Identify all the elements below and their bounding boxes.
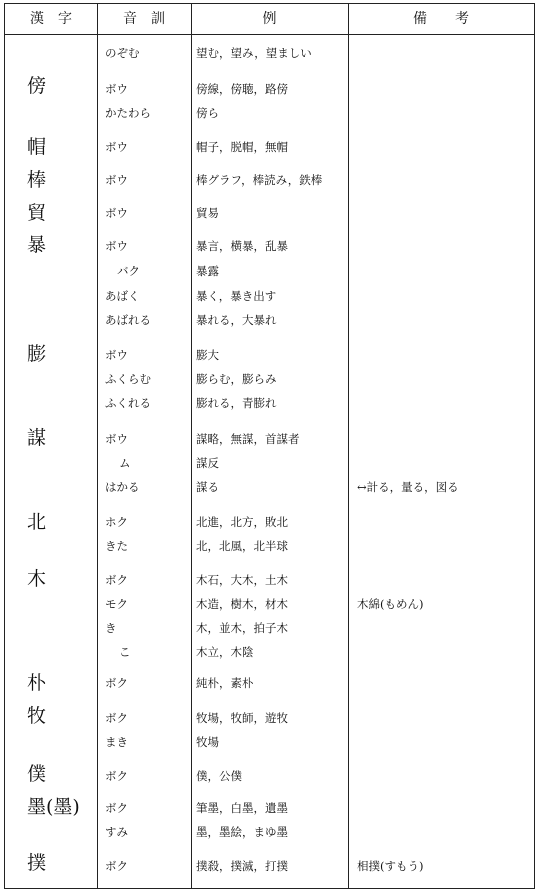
example-cell: 撲殺，撲滅，打撲 (196, 859, 288, 873)
kanji-cell: 傍 (27, 75, 47, 97)
reading-cell: かたわら (105, 106, 151, 120)
reading-cell: モク (105, 597, 128, 611)
reading-cell: はかる (105, 480, 140, 494)
note-cell: ↔計る，量る，図る (357, 480, 459, 494)
header-reading: 音 訓 (123, 11, 165, 27)
example-cell: 傍線，傍聴，路傍 (196, 82, 288, 96)
reading-cell: ホク (105, 515, 128, 529)
example-cell: 膨大 (196, 348, 219, 362)
reading-cell: ボウ (105, 348, 128, 362)
reading-cell: あばく (105, 289, 140, 303)
note-cell: 相撲(すもう) (357, 859, 424, 873)
example-cell: 僕，公僕 (196, 769, 242, 783)
kanji-cell: 貿 (27, 202, 47, 224)
example-cell: 墨，墨絵，まゆ墨 (196, 825, 288, 839)
header-divider (5, 34, 534, 35)
reading-cell: ボク (105, 859, 128, 873)
example-cell: 筆墨，白墨，遺墨 (196, 801, 288, 815)
reading-cell: バク (117, 264, 140, 278)
reading-cell: ふくれる (105, 396, 151, 410)
example-cell: 木立，木陰 (196, 645, 254, 659)
kanji-cell: 棒 (27, 169, 47, 191)
kanji-cell: 暴 (27, 234, 47, 256)
reading-cell: こ (119, 645, 131, 659)
reading-cell: ボク (105, 769, 128, 783)
column-divider (97, 4, 98, 888)
note-cell: 木綿(もめん) (357, 597, 424, 611)
example-cell: 純朴，素朴 (196, 676, 254, 690)
example-cell: 北，北風，北半球 (196, 539, 288, 553)
kanji-cell: 撲 (27, 852, 47, 874)
example-cell: 暴露 (196, 264, 219, 278)
kanji-cell: 牧 (27, 705, 47, 727)
example-cell: 帽子，脱帽，無帽 (196, 140, 288, 154)
kanji-cell: 僕 (27, 763, 47, 785)
header-kanji: 漢 字 (30, 11, 72, 27)
example-cell: 傍ら (196, 106, 219, 120)
header-note: 備 考 (413, 11, 469, 27)
reading-cell: ボウ (105, 239, 128, 253)
kanji-cell: 朴 (27, 672, 47, 694)
reading-cell: のぞむ (105, 46, 140, 60)
reading-cell: ボク (105, 711, 128, 725)
header-example: 例 (262, 11, 277, 27)
kanji-cell: 帽 (27, 136, 47, 158)
example-cell: 謀反 (196, 456, 219, 470)
kanji-reading-table (4, 3, 535, 889)
kanji-cell: 北 (27, 511, 47, 533)
example-cell: 膨れる，青膨れ (196, 396, 277, 410)
kanji-cell: 謀 (27, 427, 47, 449)
example-cell: 望む，望み，望ましい (196, 46, 312, 60)
reading-cell: ふくらむ (105, 372, 151, 386)
example-cell: 謀略，無謀，首謀者 (196, 432, 300, 446)
reading-cell: まき (105, 735, 128, 749)
example-cell: 暴れる，大暴れ (196, 313, 277, 327)
kanji-cell: 墨(墨) (27, 796, 80, 818)
reading-cell: ボウ (105, 140, 128, 154)
reading-cell: ボウ (105, 432, 128, 446)
example-cell: 木石，大木，土木 (196, 573, 288, 587)
example-cell: 暴言，横暴，乱暴 (196, 239, 288, 253)
example-cell: 謀る (196, 480, 219, 494)
example-cell: 棒グラフ，棒読み，鉄棒 (196, 173, 323, 187)
example-cell: 牧場 (196, 735, 219, 749)
reading-cell: き (105, 621, 117, 635)
reading-cell: あばれる (105, 313, 151, 327)
reading-cell: ボウ (105, 82, 128, 96)
example-cell: 膨らむ，膨らみ (196, 372, 277, 386)
example-cell: 牧場，牧師，遊牧 (196, 711, 288, 725)
reading-cell: ム (119, 456, 131, 470)
reading-cell: きた (105, 539, 128, 553)
example-cell: 木，並木，拍子木 (196, 621, 288, 635)
kanji-cell: 木 (27, 568, 47, 590)
reading-cell: ボク (105, 573, 128, 587)
example-cell: 暴く，暴き出す (196, 289, 277, 303)
example-cell: 貿易 (196, 206, 219, 220)
reading-cell: ボウ (105, 173, 128, 187)
example-cell: 木造，樹木，材木 (196, 597, 288, 611)
column-divider (191, 4, 192, 888)
example-cell: 北進，北方，敗北 (196, 515, 288, 529)
column-divider (348, 4, 349, 888)
reading-cell: ボク (105, 676, 128, 690)
reading-cell: すみ (105, 825, 128, 839)
reading-cell: ボウ (105, 206, 128, 220)
kanji-cell: 膨 (27, 343, 47, 365)
reading-cell: ボク (105, 801, 128, 815)
